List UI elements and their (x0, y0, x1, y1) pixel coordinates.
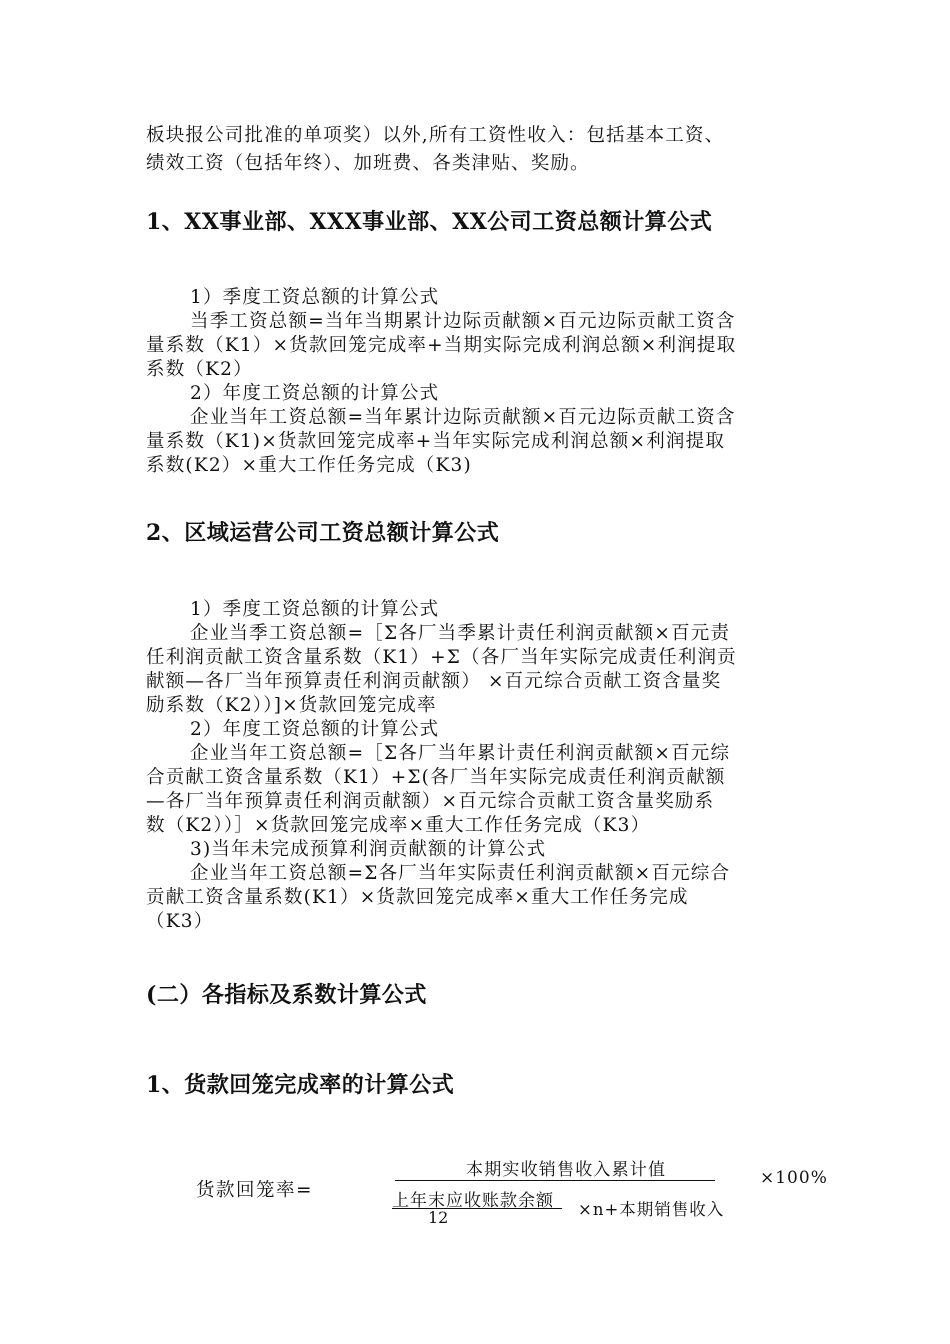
paragraph-line: 任利润贡献工资含量系数（K1）+Σ（各厂当年实际完成责任利润贡 (146, 647, 737, 668)
paragraph-line: 数（K2））］×货款回笼完成率×重大工作任务完成（K3） (146, 815, 651, 836)
section-heading-1: 1、XX事业部、XXX事业部、XX公司工资总额计算公式 (146, 209, 713, 235)
paragraph-line: 企业当季工资总额=［Σ各厂当季累计责任利润贡献额×百元责 (190, 623, 731, 644)
section2-body (146, 598, 808, 934)
fraction-bar (395, 1180, 715, 1181)
paragraph-line: 系数(K2）×重大工作任务完成（K3) (146, 455, 472, 476)
paragraph-line: 合贡献工资含量系数（K1）+Σ(各厂当年实际完成责任利润贡献额 (146, 767, 726, 788)
paragraph-line: —各厂当年预算责任利润贡献额）×百元综合贡献工资含量奖励系 (146, 791, 715, 812)
paragraph-line: 献额—各厂当年预算责任利润贡献额） ×百元综合贡献工资含量奖 (146, 671, 722, 692)
sub-fraction-bar (392, 1208, 562, 1209)
formula-denominator-fraction-top: 上年末应收账款余额 (392, 1191, 554, 1211)
subsection-title: 2）年度工资总额的计算公式 (190, 383, 440, 404)
subsection-title: 1）季度工资总额的计算公式 (190, 287, 440, 308)
paragraph-line: 企业当年工资总额=当年累计边际贡献额×百元边际贡献工资含 (190, 407, 736, 428)
formula-denominator-fraction-bottom: 12 (428, 1208, 449, 1227)
intro-line-2: 绩效工资（包括年终）、加班费、各类津贴、奖励。 (146, 153, 590, 174)
subsection-title: 1）季度工资总额的计算公式 (190, 599, 440, 620)
paragraph-line: 量系数（K1)×货款回笼完成率+当年实际完成利润总额×利润提取 (146, 431, 726, 452)
subsection-title: 2）年度工资总额的计算公式 (190, 719, 440, 740)
section-heading-3: (二）各指标及系数计算公式 (146, 982, 427, 1008)
formula-numerator: 本期实收销售收入累计值 (466, 1160, 667, 1180)
paragraph-line: 企业当年工资总额=Σ各厂当年实际责任利润贡献额×百元综合 (190, 863, 731, 884)
paragraph-line: 贡献工资含量系数(K1）×货款回笼完成率×重大工作任务完成 (146, 887, 689, 908)
formula-multiplier: ×100% (760, 1168, 828, 1188)
section-heading-2: 2、区域运营公司工资总额计算公式 (146, 520, 500, 546)
section1-body (146, 286, 808, 478)
subsection-title: 3)当年未完成预算利润贡献额的计算公式 (190, 839, 547, 860)
intro-line-1: 板块报公司批准的单项奖）以外,所有工资性收入：包括基本工资、 (146, 125, 725, 146)
paragraph-line: 量系数（K1）×货款回笼完成率+当期实际完成利润总额×利润提取 (146, 335, 737, 356)
paragraph-line: 系数（K2） (146, 359, 253, 380)
formula-label: 货款回笼率= (196, 1180, 314, 1201)
section-heading-4: 1、货款回笼完成率的计算公式 (146, 1072, 455, 1098)
paragraph-line: 励系数（K2））]×货款回笼完成率 (146, 695, 437, 716)
formula-denominator-tail: ×n+本期销售收入 (578, 1200, 725, 1219)
paragraph-line: （K3） (146, 911, 214, 932)
paragraph-line: 企业当年工资总额=［Σ各厂当年累计责任利润贡献额×百元综 (190, 743, 731, 764)
paragraph-line: 当季工资总额=当年当期累计边际贡献额×百元边际贡献工资含 (190, 311, 736, 332)
